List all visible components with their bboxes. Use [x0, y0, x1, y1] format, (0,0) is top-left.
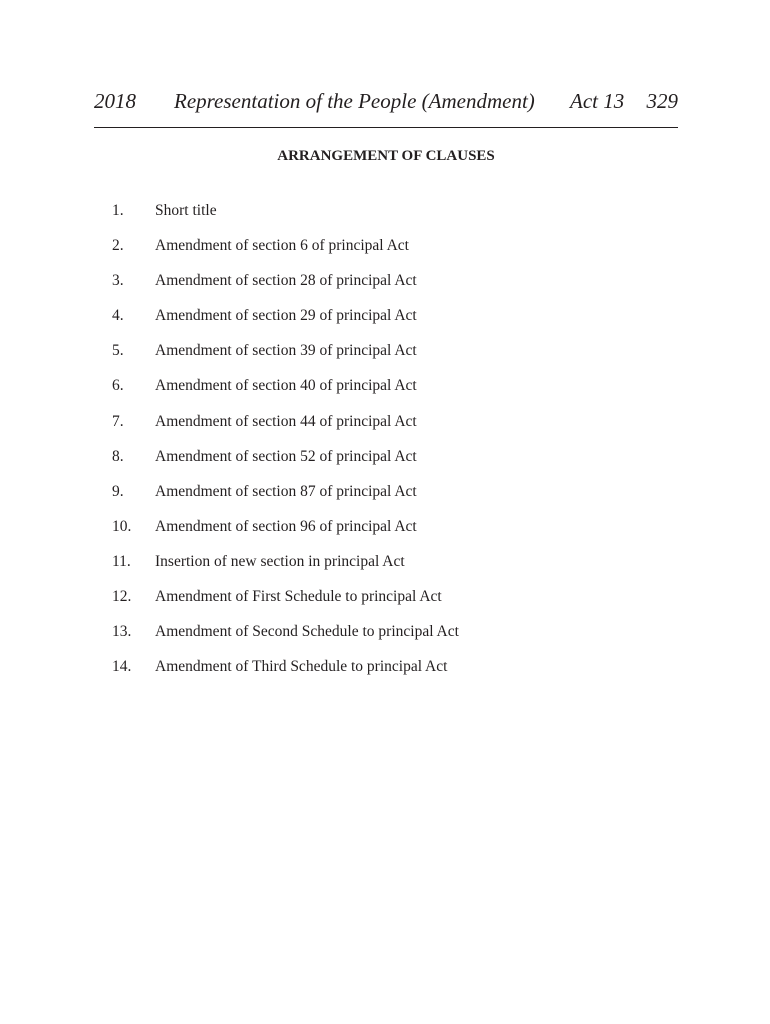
section-heading: ARRANGEMENT OF CLAUSES	[277, 148, 495, 164]
clause-title: Amendment of First Schedule to principal Act	[155, 588, 442, 606]
clause-number: 14.	[112, 658, 132, 676]
clause-title: Amendment of section 6 of principal Act	[155, 237, 409, 255]
header-year: 2018	[94, 89, 136, 113]
clause-title: Amendment of section 39 of principal Act	[155, 342, 417, 360]
clause-number: 2.	[112, 237, 124, 255]
clause-item	[94, 657, 678, 692]
clause-title: Amendment of Second Schedule to principal Act	[155, 623, 459, 641]
clause-item	[94, 376, 678, 411]
clause-title: Amendment of section 29 of principal Act	[155, 307, 417, 325]
clause-item	[94, 236, 678, 271]
header-act-number: Act 13	[570, 89, 625, 113]
clause-item	[94, 447, 678, 482]
clause-title: Amendment of section 96 of principal Act	[155, 517, 417, 535]
clause-title: Amendment of section 44 of principal Act	[155, 412, 417, 430]
clause-title: Amendment of Third Schedule to principal Act	[155, 658, 448, 676]
clause-item	[94, 482, 678, 517]
clause-title: Amendment of section 28 of principal Act	[155, 272, 417, 290]
header-page-number: 329	[646, 89, 678, 113]
clause-number: 12.	[112, 588, 132, 606]
clause-title: Amendment of section 87 of principal Act	[155, 482, 417, 500]
clause-number: 5.	[112, 342, 124, 360]
clause-item	[94, 587, 678, 622]
clause-item	[94, 306, 678, 341]
clause-number: 6.	[112, 377, 124, 395]
clause-item	[94, 412, 678, 447]
clause-item	[94, 622, 678, 657]
clause-number: 10.	[112, 517, 132, 535]
clause-title: Insertion of new section in principal Act	[155, 552, 405, 570]
header-rule	[94, 127, 678, 128]
clause-number: 7.	[112, 412, 124, 430]
clause-number: 3.	[112, 272, 124, 290]
clause-number: 1.	[112, 202, 124, 219]
header-title: Representation of the People (Amendment)	[174, 89, 535, 113]
clause-number: 4.	[112, 307, 124, 325]
clause-title: Amendment of section 40 of principal Act	[155, 377, 417, 395]
running-header	[94, 86, 678, 116]
clause-number: 13.	[112, 623, 132, 641]
clause-list	[94, 201, 678, 692]
clause-title: Short title	[155, 202, 217, 219]
clause-item	[94, 517, 678, 552]
clause-item	[94, 271, 678, 306]
clause-number: 11.	[112, 552, 131, 570]
clause-item	[94, 552, 678, 587]
clause-number: 9.	[112, 482, 124, 500]
clause-item	[94, 341, 678, 376]
clause-number: 8.	[112, 447, 124, 465]
clause-item	[94, 201, 678, 236]
clause-title: Amendment of section 52 of principal Act	[155, 447, 417, 465]
